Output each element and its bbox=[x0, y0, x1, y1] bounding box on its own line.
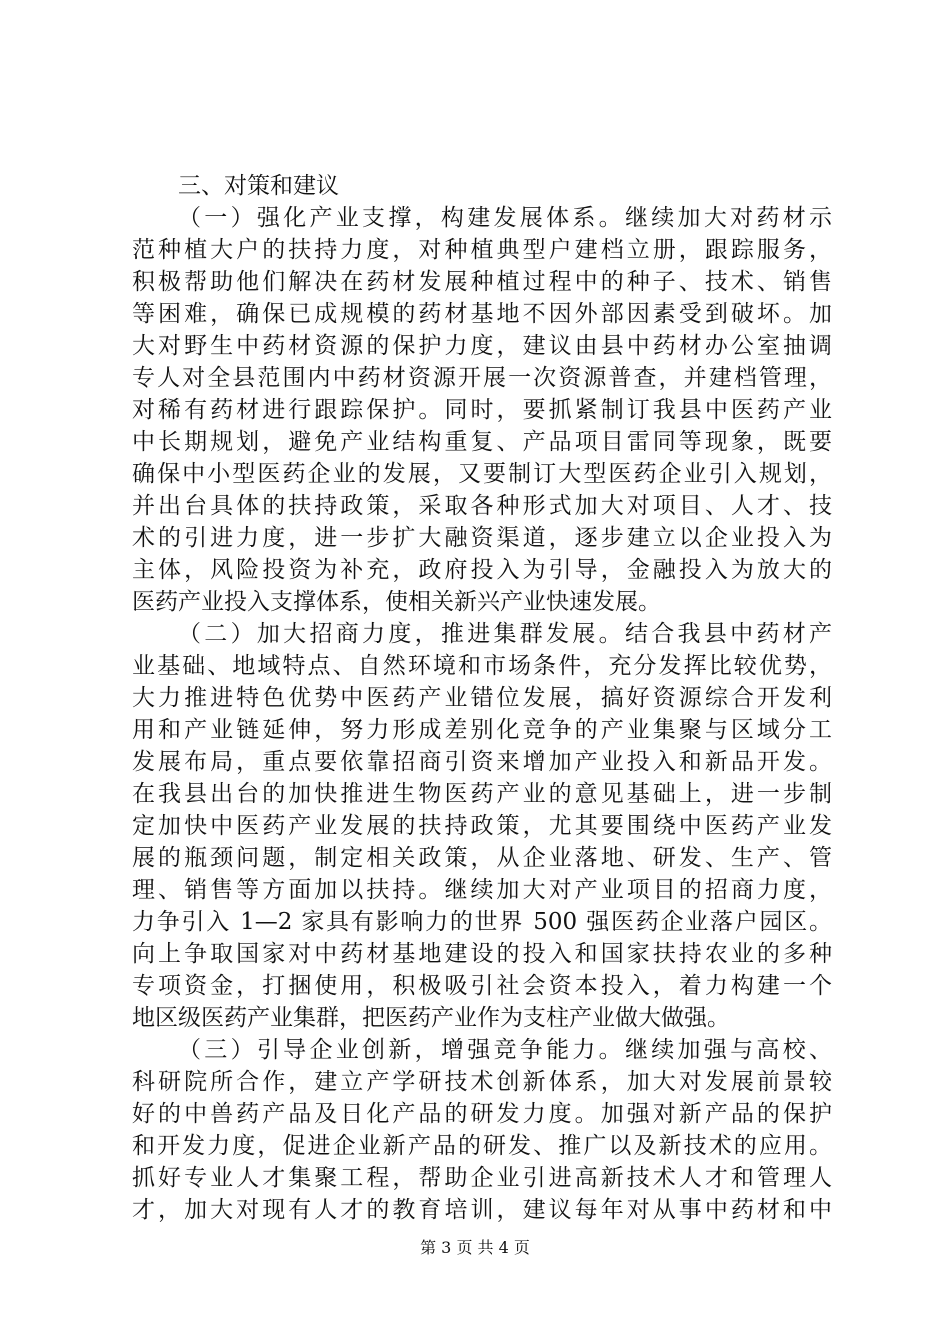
paragraph-line: 力争引入 1—2 家具有影响力的世界 500 强医药企业落户园区。 bbox=[132, 909, 832, 935]
paragraph-line: 术的引进力度，进一步扩大融资渠道，逐步建立以企业投入为 bbox=[132, 525, 832, 551]
paragraph-line: 大对野生中药材资源的保护力度，建议由县中药材办公室抽调 bbox=[132, 333, 832, 359]
paragraph-line: 医药产业投入支撑体系，使相关新兴产业快速发展。 bbox=[132, 589, 661, 615]
paragraph-line: 等困难，确保已成规模的药材基地不因外部因素受到破坏。加 bbox=[132, 301, 832, 327]
paragraph-line: 科研院所合作，建立产学研技术创新体系，加大对发展前景较 bbox=[132, 1069, 832, 1095]
paragraph-line: 业基础、地域特点、自然环境和市场条件，充分发挥比较优势， bbox=[132, 653, 832, 679]
paragraph-line: 并出台具体的扶持政策，采取各种形式加大对项目、人才、技 bbox=[132, 493, 832, 519]
paragraph-line: 积极帮助他们解决在药材发展种植过程中的种子、技术、销售 bbox=[132, 269, 832, 295]
page-number-footer: 第 3 页 共 4 页 bbox=[420, 1238, 530, 1257]
paragraph-line: 主体，风险投资为补充，政府投入为引导，金融投入为放大的 bbox=[132, 557, 832, 583]
paragraph-line: 发展布局，重点要依靠招商引资来增加产业投入和新品开发。 bbox=[132, 749, 832, 775]
paragraph-line: 范种植大户的扶持力度，对种植典型户建档立册，跟踪服务， bbox=[132, 237, 832, 263]
paragraph-line: 向上争取国家对中药材基地建设的投入和国家扶持农业的多种 bbox=[132, 941, 832, 967]
paragraph-line: 和开发力度，促进企业新产品的研发、推广以及新技术的应用。 bbox=[132, 1133, 832, 1159]
paragraph-2 bbox=[132, 618, 832, 1034]
paragraph-3 bbox=[132, 1034, 832, 1226]
paragraph-line: 展的瓶颈问题，制定相关政策，从企业落地、研发、生产、管 bbox=[132, 845, 832, 871]
paragraph-line: 才，加大对现有人才的教育培训，建议每年对从事中药材和中 bbox=[132, 1197, 832, 1223]
paragraph-line: 用和产业链延伸，努力形成差别化竞争的产业集聚与区域分工 bbox=[132, 717, 832, 743]
paragraph-line: 对稀有药材进行跟踪保护。同时，要抓紧制订我县中医药产业 bbox=[132, 397, 832, 423]
paragraph-1 bbox=[132, 202, 832, 618]
document-body bbox=[132, 170, 832, 1226]
paragraph-line: （三）引导企业创新，增强竞争能力。继续加强与高校、 bbox=[178, 1037, 832, 1063]
paragraph-line: 专人对全县范围内中药材资源开展一次资源普查，并建档管理， bbox=[132, 365, 832, 391]
paragraph-line: 抓好专业人才集聚工程，帮助企业引进高新技术人才和管理人 bbox=[132, 1165, 832, 1191]
paragraph-line: 理、销售等方面加以扶持。继续加大对产业项目的招商力度， bbox=[132, 877, 832, 903]
paragraph-line: 在我县出台的加快推进生物医药产业的意见基础上，进一步制 bbox=[132, 781, 832, 807]
paragraph-line: 专项资金，打捆使用，积极吸引社会资本投入，着力构建一个 bbox=[132, 973, 832, 999]
paragraph-line: （二）加大招商力度，推进集群发展。结合我县中药材产 bbox=[178, 621, 832, 647]
section-heading: 三、对策和建议 bbox=[178, 173, 339, 199]
paragraph-line: 地区级医药产业集群，把医药产业作为支柱产业做大做强。 bbox=[132, 1005, 730, 1031]
paragraph-line: 中长期规划，避免产业结构重复、产品项目雷同等现象，既要 bbox=[132, 429, 832, 455]
paragraph-line: 好的中兽药产品及日化产品的研发力度。加强对新产品的保护 bbox=[132, 1101, 832, 1127]
paragraph-line: 确保中小型医药企业的发展，又要制订大型医药企业引入规划， bbox=[132, 461, 832, 487]
paragraph-line: 大力推进特色优势中医药产业错位发展，搞好资源综合开发利 bbox=[132, 685, 832, 711]
paragraph-line: （一）强化产业支撑，构建发展体系。继续加大对药材示 bbox=[178, 205, 832, 231]
paragraph-line: 定加快中医药产业发展的扶持政策，尤其要围绕中医药产业发 bbox=[132, 813, 832, 839]
